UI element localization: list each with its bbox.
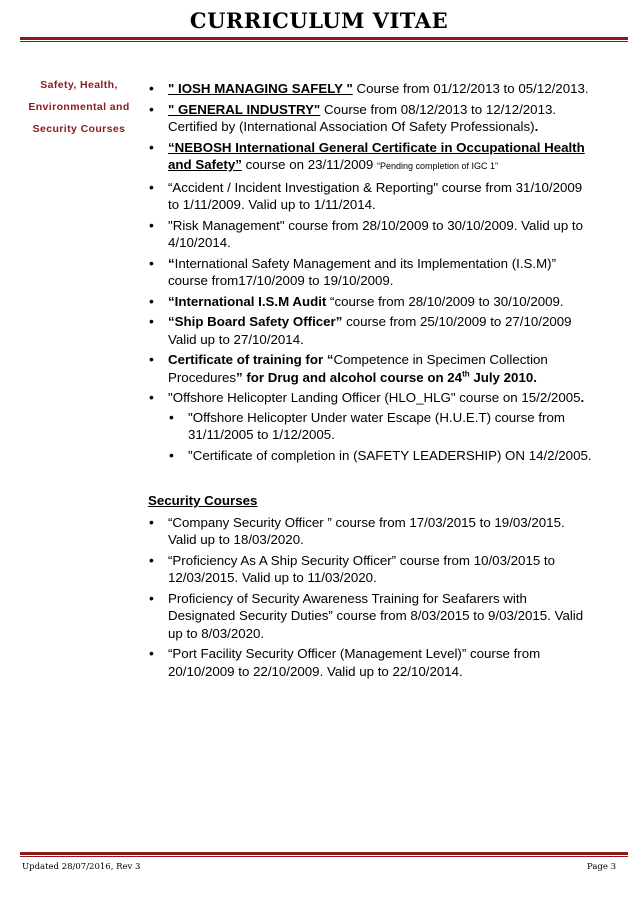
footer-page-number: Page 3 bbox=[587, 862, 616, 872]
list-item bbox=[148, 179, 596, 214]
list-item bbox=[148, 101, 596, 136]
ordinal-suffix: th bbox=[462, 369, 470, 379]
security-courses-heading: Security Courses bbox=[148, 493, 258, 508]
list-item bbox=[148, 313, 596, 348]
course-details: course on 23/11/2009 bbox=[241, 157, 377, 172]
course-name: “International I.S.M Audit bbox=[168, 293, 327, 309]
list-item bbox=[148, 217, 596, 252]
list-item: • “Port Facility Security Officer (Management Level)” course from 20/10/2009 to 22/10/2009. Valid up to 22/10/2014. bbox=[148, 645, 596, 680]
course-details: course from 25/10/2009 to 27/10/2009 Valid up to 27/10/2014. bbox=[168, 314, 572, 347]
course-details: "Offshore Helicopter Landing Officer (HLO_HLG" course on 15/2/2005 bbox=[168, 390, 581, 405]
course-details: Course from 08/12/2013 to 12/12/2013. Certified by (International Association Of Safety Professionals) bbox=[168, 101, 557, 134]
course-name: " IOSH MANAGING SAFELY " bbox=[168, 81, 353, 96]
course-details: "Risk Management" course from 28/10/2009 to 30/10/2009. Valid up to 4/10/2014. bbox=[168, 217, 584, 250]
list-item: • “Proficiency As A Ship Security Officer” course from 10/03/2015 to 12/03/2015. Valid up to 11/03/2020. bbox=[148, 552, 596, 587]
course-details: "Offshore Helicopter Under water Escape (H.U.E.T) course from 31/11/2005 to 1/12/2005. bbox=[188, 409, 565, 442]
list-item bbox=[148, 293, 596, 311]
course-end: . bbox=[580, 390, 585, 405]
course-note: “Pending completion of IGC 1” bbox=[376, 161, 499, 171]
list-item bbox=[148, 139, 596, 176]
page-title: CURRICULUM VITAE bbox=[189, 8, 449, 33]
course-name: Certificate of training for “ bbox=[168, 352, 334, 367]
list-item bbox=[148, 351, 596, 386]
course-details: “course from 28/10/2009 to 30/10/2009. bbox=[326, 293, 564, 309]
course-name: “Ship Board Safety Officer” bbox=[168, 314, 343, 329]
section-label-line: Environmental and bbox=[28, 101, 130, 113]
list-item: • Proficiency of Security Awareness Training for Seafarers with Designated Security Duties” course from 8/03/2015 to 9/03/2015. Valid up to 8/03/2020. bbox=[148, 590, 596, 643]
header-rule-thick bbox=[20, 37, 628, 40]
list-item bbox=[148, 389, 596, 464]
list-item bbox=[148, 80, 596, 98]
sub-list-item bbox=[168, 409, 596, 444]
list-item bbox=[148, 255, 596, 290]
footer-rule-thick bbox=[20, 852, 628, 855]
course-date: July 2010. bbox=[469, 369, 537, 385]
list-item: • “Company Security Officer ” course from 17/03/2015 to 19/03/2015. Valid up to 18/03/2020. bbox=[148, 514, 596, 549]
section-label-line: Security Courses bbox=[32, 123, 126, 135]
course-details: Competence in Specimen Collection Procedures bbox=[168, 352, 548, 385]
course-name: " GENERAL INDUSTRY" bbox=[168, 101, 321, 117]
course-name: “NEBOSH International General Certificate in Occupational Health and Safety” bbox=[168, 139, 585, 172]
course-details: "Certificate of completion in (SAFETY LEADERSHIP) ON 14/2/2005. bbox=[188, 447, 592, 463]
course-details: “Accident / Incident Investigation & Reporting" course from 31/10/2009 to 1/11/2009. Valid up to 1/11/2014. bbox=[168, 179, 583, 212]
section-label-line: Safety, Health, bbox=[40, 79, 118, 91]
course-details: Course from 01/12/2013 to 05/12/2013. bbox=[352, 81, 589, 96]
course-end: . bbox=[534, 119, 539, 134]
footer-updated: Updated 28/07/2016, Rev 3 bbox=[22, 862, 141, 872]
safety-course-list bbox=[148, 80, 596, 464]
section-label bbox=[20, 74, 138, 140]
course-details-bold: ” for Drug and alcohol course on 24 bbox=[236, 369, 463, 385]
sub-list-item bbox=[168, 447, 596, 465]
course-quote: “ bbox=[168, 255, 175, 271]
sub-course-list bbox=[168, 409, 596, 465]
security-course-list bbox=[148, 514, 596, 681]
course-details: International Safety Management and its Implementation (I.S.M)” course from17/10/2009 to 19/10/2009. bbox=[168, 255, 557, 288]
course-content bbox=[148, 80, 596, 683]
header-rule-thin bbox=[20, 41, 628, 42]
footer-rule-thin bbox=[20, 856, 628, 857]
